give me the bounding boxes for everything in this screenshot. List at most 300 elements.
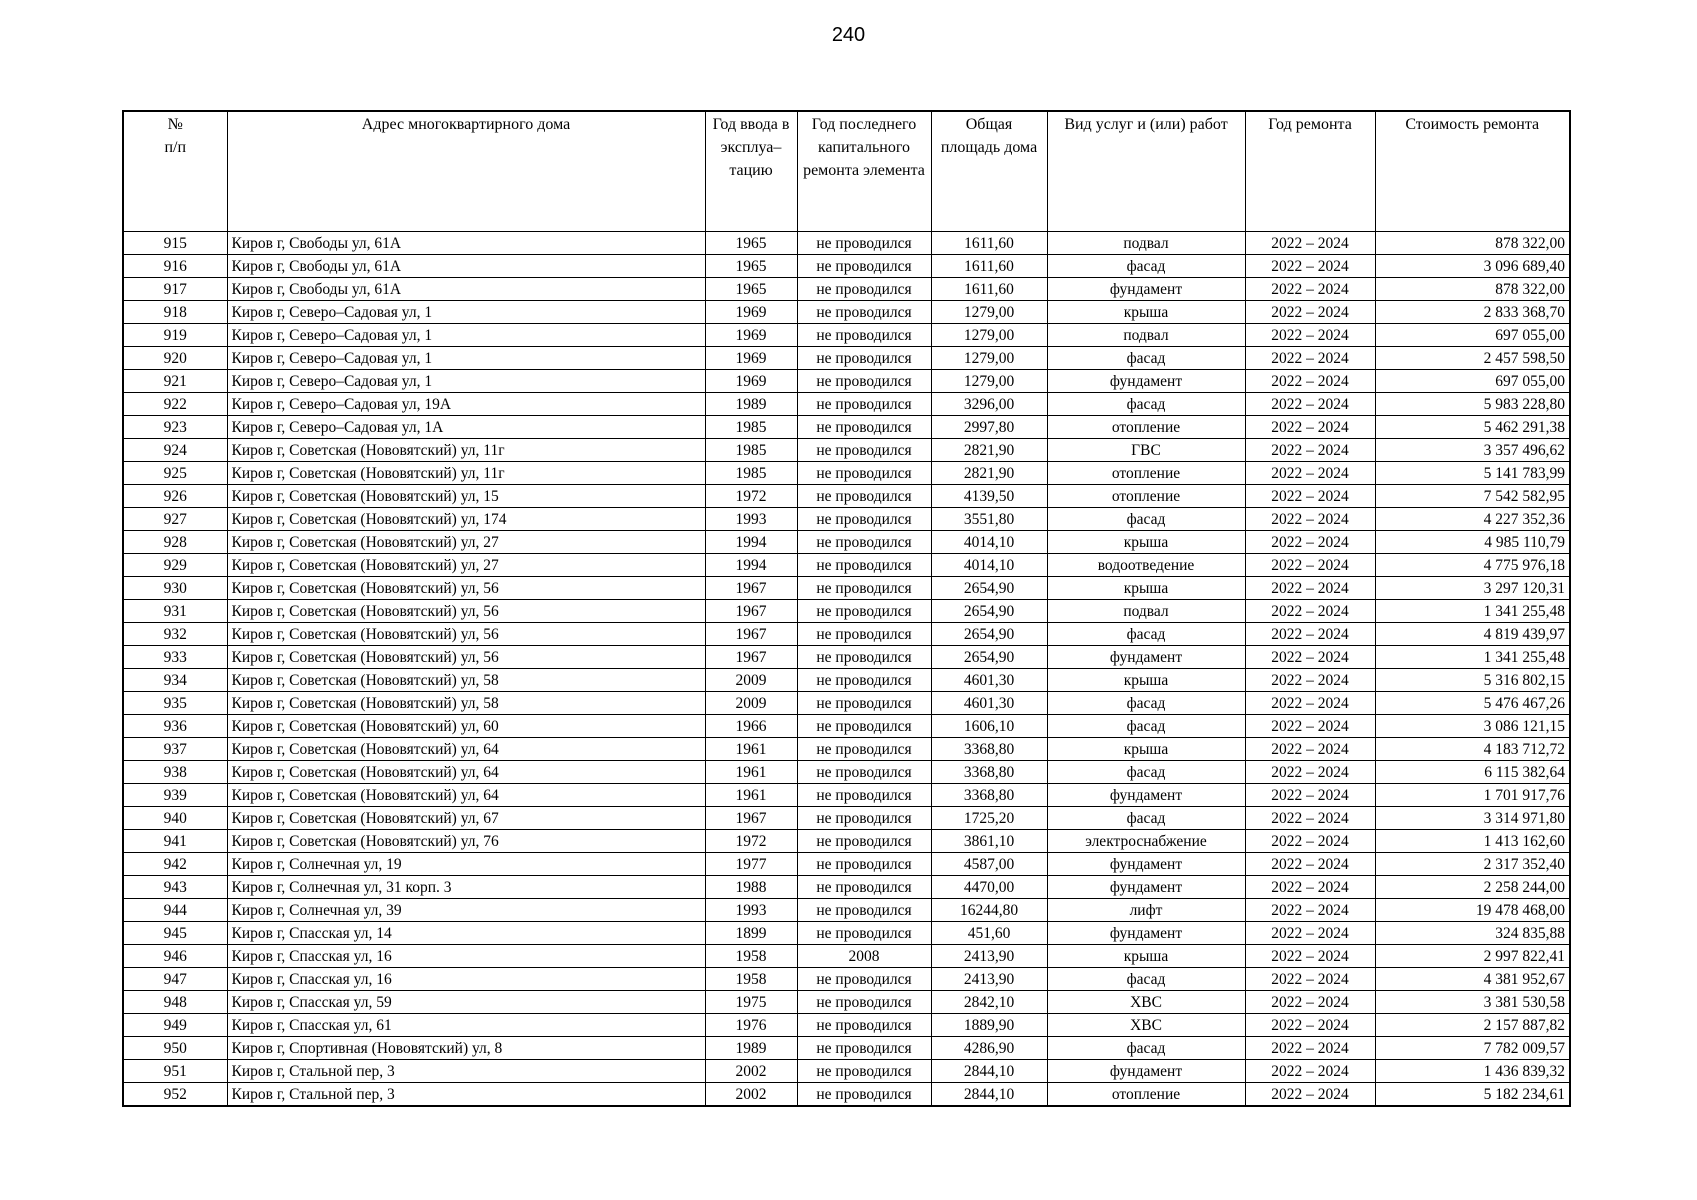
cell-number: 922 [123, 393, 227, 416]
table-row [123, 738, 1570, 761]
cell-last-repair-year: не проводился [797, 807, 931, 830]
table-row [123, 1014, 1570, 1037]
cell-repair-cost: 2 833 368,70 [1375, 301, 1570, 324]
cell-number: 942 [123, 853, 227, 876]
cell-last-repair-year: не проводился [797, 531, 931, 554]
header-last-repair-year: Год последнего капитального ремонта элемента [797, 111, 931, 232]
cell-number: 928 [123, 531, 227, 554]
cell-number: 938 [123, 761, 227, 784]
cell-work-type: фундамент [1047, 370, 1245, 393]
cell-number: 921 [123, 370, 227, 393]
cell-address: Киров г, Советская (Нововятский) ул, 11г [227, 462, 705, 485]
cell-repair-cost: 5 462 291,38 [1375, 416, 1570, 439]
cell-number: 927 [123, 508, 227, 531]
cell-work-type: крыша [1047, 301, 1245, 324]
cell-repair-cost: 2 258 244,00 [1375, 876, 1570, 899]
table-row [123, 991, 1570, 1014]
table-row [123, 899, 1570, 922]
cell-address: Киров г, Свободы ул, 61А [227, 255, 705, 278]
cell-total-area: 4587,00 [931, 853, 1047, 876]
cell-address: Киров г, Спасская ул, 16 [227, 968, 705, 991]
cell-commission-year: 2002 [705, 1060, 797, 1083]
cell-repair-period: 2022 – 2024 [1245, 761, 1375, 784]
cell-work-type: фасад [1047, 968, 1245, 991]
cell-repair-period: 2022 – 2024 [1245, 255, 1375, 278]
cell-address: Киров г, Спортивная (Нововятский) ул, 8 [227, 1037, 705, 1060]
cell-last-repair-year: не проводился [797, 370, 931, 393]
cell-number: 924 [123, 439, 227, 462]
cell-address: Киров г, Спасская ул, 59 [227, 991, 705, 1014]
cell-repair-period: 2022 – 2024 [1245, 278, 1375, 301]
cell-repair-cost: 5 141 783,99 [1375, 462, 1570, 485]
cell-repair-cost: 1 436 839,32 [1375, 1060, 1570, 1083]
cell-number: 944 [123, 899, 227, 922]
cell-address: Киров г, Северо–Садовая ул, 1 [227, 347, 705, 370]
cell-total-area: 2842,10 [931, 991, 1047, 1014]
cell-address: Киров г, Советская (Нововятский) ул, 60 [227, 715, 705, 738]
cell-repair-cost: 1 701 917,76 [1375, 784, 1570, 807]
cell-repair-period: 2022 – 2024 [1245, 853, 1375, 876]
table-header-row [123, 111, 1570, 232]
cell-last-repair-year: не проводился [797, 554, 931, 577]
cell-repair-period: 2022 – 2024 [1245, 784, 1375, 807]
cell-repair-period: 2022 – 2024 [1245, 531, 1375, 554]
table-row [123, 577, 1570, 600]
cell-work-type: ГВС [1047, 439, 1245, 462]
cell-work-type: крыша [1047, 669, 1245, 692]
cell-address: Киров г, Советская (Нововятский) ул, 64 [227, 738, 705, 761]
cell-commission-year: 1958 [705, 945, 797, 968]
cell-work-type: крыша [1047, 577, 1245, 600]
cell-repair-period: 2022 – 2024 [1245, 416, 1375, 439]
cell-repair-period: 2022 – 2024 [1245, 692, 1375, 715]
cell-work-type: фасад [1047, 255, 1245, 278]
cell-repair-cost: 5 983 228,80 [1375, 393, 1570, 416]
cell-repair-cost: 2 457 598,50 [1375, 347, 1570, 370]
table-row [123, 324, 1570, 347]
cell-total-area: 1611,60 [931, 255, 1047, 278]
cell-repair-period: 2022 – 2024 [1245, 577, 1375, 600]
cell-last-repair-year: не проводился [797, 646, 931, 669]
cell-last-repair-year: не проводился [797, 1083, 931, 1107]
cell-address: Киров г, Советская (Нововятский) ул, 27 [227, 554, 705, 577]
cell-number: 950 [123, 1037, 227, 1060]
cell-work-type: фасад [1047, 692, 1245, 715]
cell-work-type: фундамент [1047, 784, 1245, 807]
cell-number: 918 [123, 301, 227, 324]
cell-repair-period: 2022 – 2024 [1245, 439, 1375, 462]
cell-last-repair-year: не проводился [797, 508, 931, 531]
cell-total-area: 2654,90 [931, 577, 1047, 600]
cell-commission-year: 1961 [705, 784, 797, 807]
cell-repair-period: 2022 – 2024 [1245, 991, 1375, 1014]
cell-address: Киров г, Северо–Садовая ул, 1 [227, 301, 705, 324]
cell-repair-cost: 324 835,88 [1375, 922, 1570, 945]
cell-last-repair-year: не проводился [797, 968, 931, 991]
cell-total-area: 2654,90 [931, 623, 1047, 646]
cell-address: Киров г, Советская (Нововятский) ул, 56 [227, 646, 705, 669]
cell-last-repair-year: не проводился [797, 692, 931, 715]
table-row [123, 347, 1570, 370]
cell-repair-period: 2022 – 2024 [1245, 715, 1375, 738]
cell-address: Киров г, Солнечная ул, 31 корп. 3 [227, 876, 705, 899]
cell-total-area: 1889,90 [931, 1014, 1047, 1037]
cell-repair-cost: 2 317 352,40 [1375, 853, 1570, 876]
cell-total-area: 4014,10 [931, 554, 1047, 577]
cell-repair-period: 2022 – 2024 [1245, 968, 1375, 991]
cell-address: Киров г, Советская (Нововятский) ул, 15 [227, 485, 705, 508]
header-work-type: Вид услуг и (или) работ [1047, 111, 1245, 232]
page-number: 240 [831, 24, 866, 46]
cell-work-type: фундамент [1047, 853, 1245, 876]
cell-last-repair-year: не проводился [797, 347, 931, 370]
table-row [123, 485, 1570, 508]
cell-number: 919 [123, 324, 227, 347]
cell-repair-cost: 4 381 952,67 [1375, 968, 1570, 991]
cell-total-area: 3551,80 [931, 508, 1047, 531]
cell-work-type: фасад [1047, 393, 1245, 416]
cell-commission-year: 1958 [705, 968, 797, 991]
cell-address: Киров г, Советская (Нововятский) ул, 64 [227, 761, 705, 784]
cell-last-repair-year: не проводился [797, 462, 931, 485]
cell-work-type: фундамент [1047, 922, 1245, 945]
cell-number: 943 [123, 876, 227, 899]
cell-repair-period: 2022 – 2024 [1245, 669, 1375, 692]
table-row [123, 715, 1570, 738]
cell-repair-cost: 4 819 439,97 [1375, 623, 1570, 646]
cell-repair-period: 2022 – 2024 [1245, 945, 1375, 968]
cell-last-repair-year: не проводился [797, 922, 931, 945]
cell-address: Киров г, Советская (Нововятский) ул, 11г [227, 439, 705, 462]
cell-address: Киров г, Северо–Садовая ул, 19А [227, 393, 705, 416]
cell-address: Киров г, Советская (Нововятский) ул, 56 [227, 577, 705, 600]
cell-commission-year: 1993 [705, 899, 797, 922]
cell-total-area: 3368,80 [931, 784, 1047, 807]
cell-last-repair-year: не проводился [797, 1014, 931, 1037]
cell-repair-period: 2022 – 2024 [1245, 554, 1375, 577]
cell-repair-cost: 697 055,00 [1375, 324, 1570, 347]
cell-number: 939 [123, 784, 227, 807]
cell-last-repair-year: не проводился [797, 278, 931, 301]
cell-work-type: подвал [1047, 324, 1245, 347]
cell-repair-cost: 1 341 255,48 [1375, 646, 1570, 669]
cell-commission-year: 1994 [705, 554, 797, 577]
cell-repair-cost: 6 115 382,64 [1375, 761, 1570, 784]
table-row [123, 554, 1570, 577]
cell-total-area: 2844,10 [931, 1060, 1047, 1083]
table-row [123, 692, 1570, 715]
cell-number: 949 [123, 1014, 227, 1037]
cell-address: Киров г, Советская (Нововятский) ул, 64 [227, 784, 705, 807]
cell-commission-year: 1988 [705, 876, 797, 899]
cell-number: 917 [123, 278, 227, 301]
cell-commission-year: 1969 [705, 324, 797, 347]
cell-work-type: крыша [1047, 738, 1245, 761]
table-row [123, 669, 1570, 692]
cell-repair-cost: 7 542 582,95 [1375, 485, 1570, 508]
cell-number: 948 [123, 991, 227, 1014]
cell-work-type: подвал [1047, 600, 1245, 623]
cell-number: 915 [123, 232, 227, 255]
cell-last-repair-year: не проводился [797, 899, 931, 922]
cell-last-repair-year: не проводился [797, 623, 931, 646]
cell-address: Киров г, Северо–Садовая ул, 1 [227, 370, 705, 393]
cell-address: Киров г, Стальной пер, 3 [227, 1083, 705, 1107]
cell-number: 952 [123, 1083, 227, 1107]
table-row [123, 508, 1570, 531]
cell-address: Киров г, Советская (Нововятский) ул, 27 [227, 531, 705, 554]
cell-work-type: фасад [1047, 623, 1245, 646]
cell-number: 929 [123, 554, 227, 577]
cell-total-area: 3296,00 [931, 393, 1047, 416]
table-row [123, 301, 1570, 324]
header-repair-cost: Стоимость ремонта [1375, 111, 1570, 232]
cell-last-repair-year: не проводился [797, 255, 931, 278]
cell-address: Киров г, Солнечная ул, 19 [227, 853, 705, 876]
cell-work-type: фасад [1047, 807, 1245, 830]
cell-repair-period: 2022 – 2024 [1245, 1083, 1375, 1107]
cell-number: 947 [123, 968, 227, 991]
cell-repair-cost: 3 314 971,80 [1375, 807, 1570, 830]
cell-total-area: 4601,30 [931, 692, 1047, 715]
cell-total-area: 1279,00 [931, 324, 1047, 347]
table-row [123, 784, 1570, 807]
cell-repair-cost: 1 341 255,48 [1375, 600, 1570, 623]
cell-work-type: крыша [1047, 945, 1245, 968]
cell-last-repair-year: не проводился [797, 853, 931, 876]
cell-number: 951 [123, 1060, 227, 1083]
cell-commission-year: 2009 [705, 669, 797, 692]
table-row [123, 462, 1570, 485]
cell-repair-cost: 3 096 689,40 [1375, 255, 1570, 278]
cell-repair-cost: 7 782 009,57 [1375, 1037, 1570, 1060]
cell-commission-year: 1967 [705, 577, 797, 600]
cell-commission-year: 1972 [705, 830, 797, 853]
cell-work-type: фасад [1047, 761, 1245, 784]
cell-work-type: подвал [1047, 232, 1245, 255]
cell-commission-year: 1967 [705, 646, 797, 669]
table-row [123, 623, 1570, 646]
cell-number: 920 [123, 347, 227, 370]
cell-work-type: фундамент [1047, 646, 1245, 669]
cell-work-type: фундамент [1047, 278, 1245, 301]
cell-last-repair-year: не проводился [797, 485, 931, 508]
cell-last-repair-year: не проводился [797, 600, 931, 623]
cell-work-type: фасад [1047, 715, 1245, 738]
cell-last-repair-year: не проводился [797, 784, 931, 807]
cell-commission-year: 1985 [705, 439, 797, 462]
cell-last-repair-year: не проводился [797, 439, 931, 462]
cell-commission-year: 1965 [705, 278, 797, 301]
cell-commission-year: 1969 [705, 370, 797, 393]
cell-repair-cost: 3 297 120,31 [1375, 577, 1570, 600]
cell-total-area: 3368,80 [931, 761, 1047, 784]
cell-total-area: 4601,30 [931, 669, 1047, 692]
table-row [123, 646, 1570, 669]
cell-number: 946 [123, 945, 227, 968]
table-row [123, 232, 1570, 255]
cell-commission-year: 1977 [705, 853, 797, 876]
cell-total-area: 2844,10 [931, 1083, 1047, 1107]
cell-number: 925 [123, 462, 227, 485]
cell-address: Киров г, Свободы ул, 61А [227, 278, 705, 301]
cell-commission-year: 1993 [705, 508, 797, 531]
cell-total-area: 1279,00 [931, 301, 1047, 324]
cell-number: 936 [123, 715, 227, 738]
cell-total-area: 2654,90 [931, 646, 1047, 669]
cell-number: 940 [123, 807, 227, 830]
table-row [123, 393, 1570, 416]
cell-repair-cost: 5 316 802,15 [1375, 669, 1570, 692]
cell-commission-year: 1967 [705, 600, 797, 623]
cell-repair-period: 2022 – 2024 [1245, 370, 1375, 393]
cell-address: Киров г, Советская (Нововятский) ул, 56 [227, 600, 705, 623]
cell-repair-cost: 5 182 234,61 [1375, 1083, 1570, 1107]
cell-repair-period: 2022 – 2024 [1245, 738, 1375, 761]
cell-address: Киров г, Советская (Нововятский) ул, 58 [227, 669, 705, 692]
cell-repair-cost: 4 227 352,36 [1375, 508, 1570, 531]
cell-work-type: фундамент [1047, 876, 1245, 899]
cell-number: 941 [123, 830, 227, 853]
table-row [123, 1037, 1570, 1060]
cell-commission-year: 1967 [705, 807, 797, 830]
cell-work-type: ХВС [1047, 991, 1245, 1014]
cell-repair-cost: 4 183 712,72 [1375, 738, 1570, 761]
cell-total-area: 2413,90 [931, 968, 1047, 991]
table-row [123, 922, 1570, 945]
cell-work-type: фундамент [1047, 1060, 1245, 1083]
cell-work-type: лифт [1047, 899, 1245, 922]
cell-repair-period: 2022 – 2024 [1245, 899, 1375, 922]
cell-commission-year: 1985 [705, 462, 797, 485]
cell-total-area: 3368,80 [931, 738, 1047, 761]
cell-last-repair-year: не проводился [797, 232, 931, 255]
repair-schedule-table [122, 110, 1571, 1107]
cell-commission-year: 1961 [705, 738, 797, 761]
cell-repair-period: 2022 – 2024 [1245, 1060, 1375, 1083]
header-address: Адрес многоквартирного дома [227, 111, 705, 232]
cell-commission-year: 1966 [705, 715, 797, 738]
cell-commission-year: 1976 [705, 1014, 797, 1037]
cell-number: 916 [123, 255, 227, 278]
cell-repair-cost: 5 476 467,26 [1375, 692, 1570, 715]
table-body [123, 232, 1570, 1107]
cell-commission-year: 1989 [705, 1037, 797, 1060]
cell-last-repair-year: не проводился [797, 1060, 931, 1083]
table-row [123, 876, 1570, 899]
cell-work-type: фасад [1047, 508, 1245, 531]
cell-address: Киров г, Спасская ул, 16 [227, 945, 705, 968]
cell-work-type: водоотведение [1047, 554, 1245, 577]
cell-number: 923 [123, 416, 227, 439]
cell-repair-period: 2022 – 2024 [1245, 347, 1375, 370]
cell-address: Киров г, Спасская ул, 14 [227, 922, 705, 945]
cell-total-area: 4470,00 [931, 876, 1047, 899]
cell-number: 937 [123, 738, 227, 761]
cell-repair-period: 2022 – 2024 [1245, 646, 1375, 669]
cell-commission-year: 1989 [705, 393, 797, 416]
cell-total-area: 4014,10 [931, 531, 1047, 554]
cell-repair-period: 2022 – 2024 [1245, 1014, 1375, 1037]
header-repair-period: Год ремонта [1245, 111, 1375, 232]
cell-commission-year: 1961 [705, 761, 797, 784]
cell-repair-period: 2022 – 2024 [1245, 232, 1375, 255]
cell-last-repair-year: не проводился [797, 876, 931, 899]
cell-repair-cost: 878 322,00 [1375, 232, 1570, 255]
cell-last-repair-year: не проводился [797, 991, 931, 1014]
cell-address: Киров г, Стальной пер, 3 [227, 1060, 705, 1083]
header-total-area: Общая площадь дома [931, 111, 1047, 232]
cell-work-type: отопление [1047, 416, 1245, 439]
table-row [123, 416, 1570, 439]
table-row [123, 1083, 1570, 1107]
table-row [123, 945, 1570, 968]
cell-total-area: 1611,60 [931, 278, 1047, 301]
cell-number: 930 [123, 577, 227, 600]
cell-address: Киров г, Солнечная ул, 39 [227, 899, 705, 922]
cell-commission-year: 2009 [705, 692, 797, 715]
cell-repair-cost: 4 775 976,18 [1375, 554, 1570, 577]
cell-repair-cost: 3 381 530,58 [1375, 991, 1570, 1014]
cell-repair-cost: 3 086 121,15 [1375, 715, 1570, 738]
cell-commission-year: 1969 [705, 347, 797, 370]
cell-repair-cost: 3 357 496,62 [1375, 439, 1570, 462]
cell-work-type: ХВС [1047, 1014, 1245, 1037]
cell-repair-period: 2022 – 2024 [1245, 1037, 1375, 1060]
cell-last-repair-year: не проводился [797, 324, 931, 347]
cell-total-area: 2997,80 [931, 416, 1047, 439]
cell-address: Киров г, Советская (Нововятский) ул, 174 [227, 508, 705, 531]
table-row [123, 255, 1570, 278]
cell-address: Киров г, Советская (Нововятский) ул, 56 [227, 623, 705, 646]
cell-address: Киров г, Советская (Нововятский) ул, 67 [227, 807, 705, 830]
table-row [123, 439, 1570, 462]
cell-commission-year: 1899 [705, 922, 797, 945]
cell-last-repair-year: не проводился [797, 1037, 931, 1060]
cell-last-repair-year: не проводился [797, 761, 931, 784]
table-row [123, 1060, 1570, 1083]
cell-repair-period: 2022 – 2024 [1245, 876, 1375, 899]
cell-total-area: 4139,50 [931, 485, 1047, 508]
cell-commission-year: 1969 [705, 301, 797, 324]
cell-address: Киров г, Советская (Нововятский) ул, 76 [227, 830, 705, 853]
cell-total-area: 2654,90 [931, 600, 1047, 623]
cell-last-repair-year: не проводился [797, 393, 931, 416]
cell-total-area: 1279,00 [931, 370, 1047, 393]
cell-repair-period: 2022 – 2024 [1245, 830, 1375, 853]
cell-commission-year: 2002 [705, 1083, 797, 1107]
cell-repair-cost: 697 055,00 [1375, 370, 1570, 393]
cell-repair-period: 2022 – 2024 [1245, 324, 1375, 347]
cell-total-area: 4286,90 [931, 1037, 1047, 1060]
cell-repair-period: 2022 – 2024 [1245, 922, 1375, 945]
table-row [123, 600, 1570, 623]
table-row [123, 761, 1570, 784]
table-row [123, 968, 1570, 991]
cell-number: 933 [123, 646, 227, 669]
cell-work-type: крыша [1047, 531, 1245, 554]
table-row [123, 853, 1570, 876]
cell-repair-period: 2022 – 2024 [1245, 600, 1375, 623]
cell-address: Киров г, Северо–Садовая ул, 1А [227, 416, 705, 439]
header-commission-year: Год ввода в эксплуа– тацию [705, 111, 797, 232]
cell-last-repair-year: не проводился [797, 416, 931, 439]
cell-work-type: отопление [1047, 485, 1245, 508]
table-row [123, 807, 1570, 830]
cell-last-repair-year: не проводился [797, 301, 931, 324]
cell-last-repair-year: не проводился [797, 738, 931, 761]
cell-total-area: 2821,90 [931, 439, 1047, 462]
